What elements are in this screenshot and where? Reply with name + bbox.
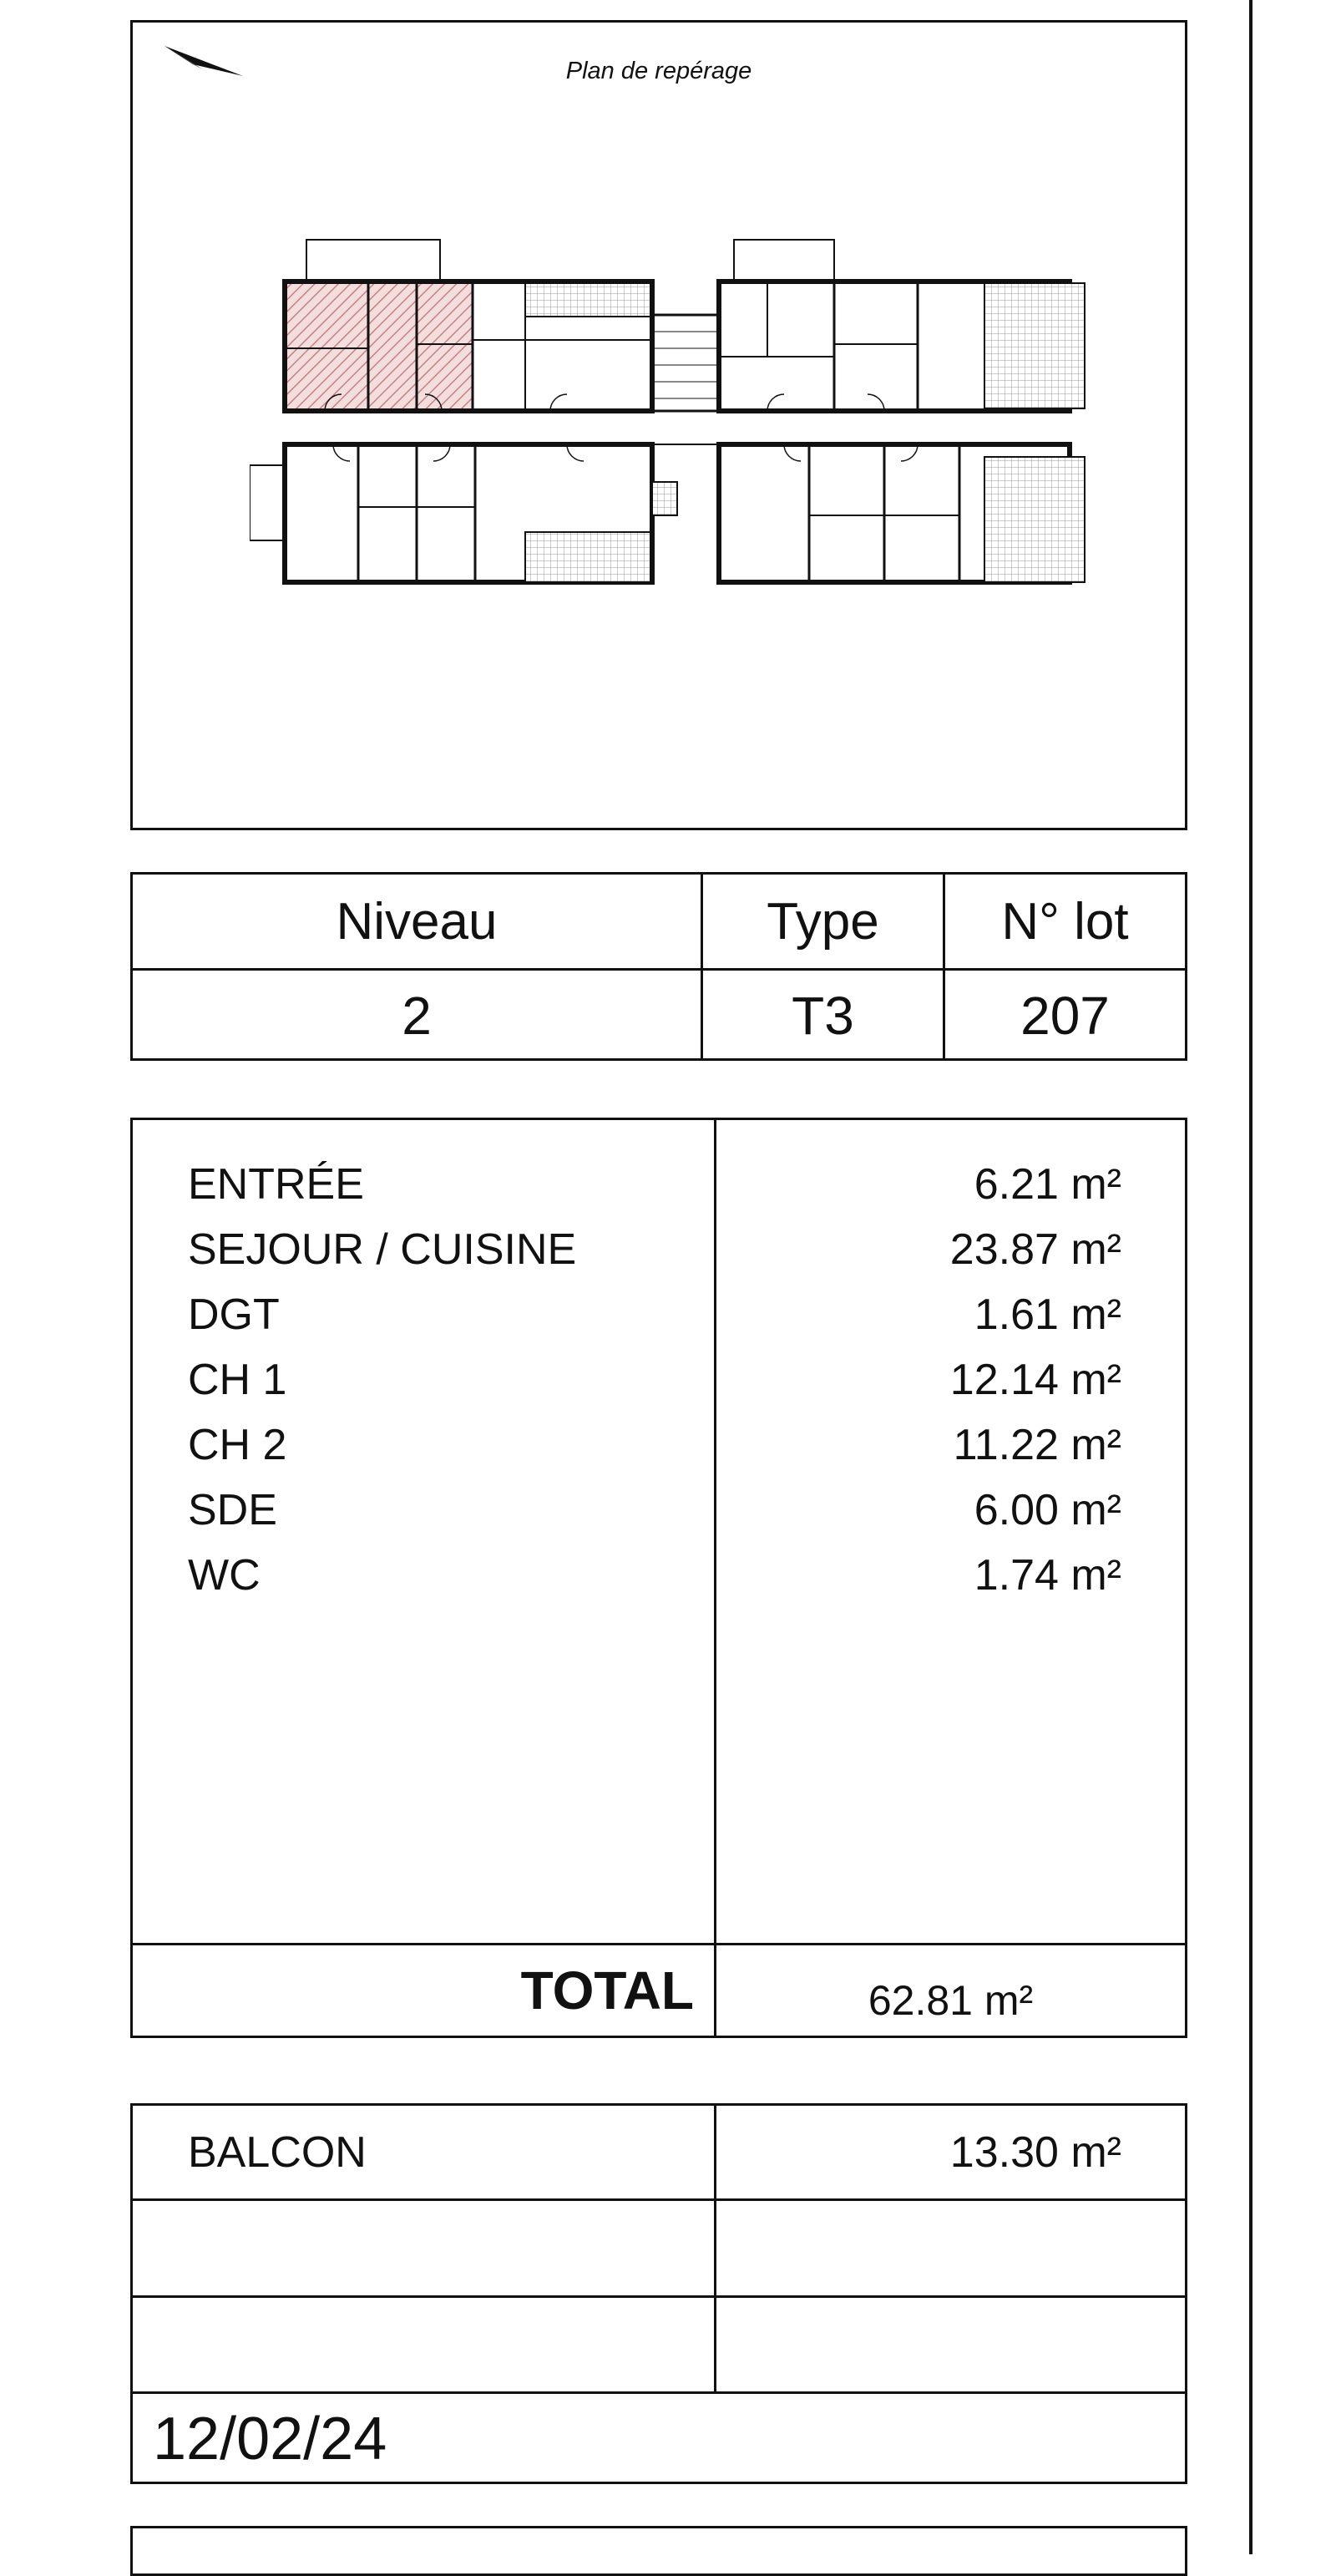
room-name: DGT bbox=[188, 1291, 280, 1339]
annex-name: BALCON bbox=[188, 2128, 367, 2177]
footer-box bbox=[130, 2526, 1187, 2576]
location-plan-panel bbox=[130, 20, 1187, 830]
annex-area: 13.30 m² bbox=[949, 2128, 1121, 2177]
level-header: Niveau bbox=[336, 892, 498, 951]
table-divider bbox=[133, 2295, 1185, 2298]
room-surfaces-table bbox=[130, 1118, 1187, 2038]
total-label: TOTAL bbox=[520, 1960, 694, 2021]
type-value: T3 bbox=[792, 986, 854, 1046]
room-name: CH 1 bbox=[188, 1356, 287, 1404]
highlighted-lot bbox=[285, 281, 473, 411]
lot-number-value: 207 bbox=[1020, 986, 1110, 1046]
room-area: 12.14 m² bbox=[949, 1356, 1121, 1404]
table-divider bbox=[714, 2106, 716, 2391]
document-date: 12/02/24 bbox=[153, 2406, 387, 2472]
room-name: CH 2 bbox=[188, 1421, 287, 1469]
room-area: 1.74 m² bbox=[974, 1551, 1121, 1600]
annex-surfaces-table bbox=[130, 2103, 1187, 2484]
lot-info-table bbox=[130, 872, 1187, 1061]
page-border-line bbox=[1249, 0, 1252, 2554]
room-area: 23.87 m² bbox=[949, 1225, 1121, 1274]
type-header: Type bbox=[767, 892, 879, 951]
room-name: SDE bbox=[188, 1486, 277, 1534]
room-name: ENTRÉE bbox=[188, 1160, 364, 1209]
total-value: 62.81 m² bbox=[868, 1977, 1034, 2024]
table-divider bbox=[133, 1943, 1185, 1945]
level-value: 2 bbox=[402, 986, 432, 1046]
room-name: SEJOUR / CUISINE bbox=[188, 1225, 577, 1274]
building-floor-plan bbox=[250, 206, 1101, 591]
lot-number-header: N° lot bbox=[1001, 892, 1129, 951]
room-area: 11.22 m² bbox=[953, 1421, 1121, 1469]
room-area: 6.21 m² bbox=[974, 1160, 1121, 1209]
plan-title: Plan de repérage bbox=[565, 58, 752, 84]
room-area: 6.00 m² bbox=[974, 1486, 1121, 1534]
room-area: 1.61 m² bbox=[974, 1291, 1121, 1339]
table-divider bbox=[714, 1120, 716, 2036]
room-name: WC bbox=[188, 1551, 261, 1600]
